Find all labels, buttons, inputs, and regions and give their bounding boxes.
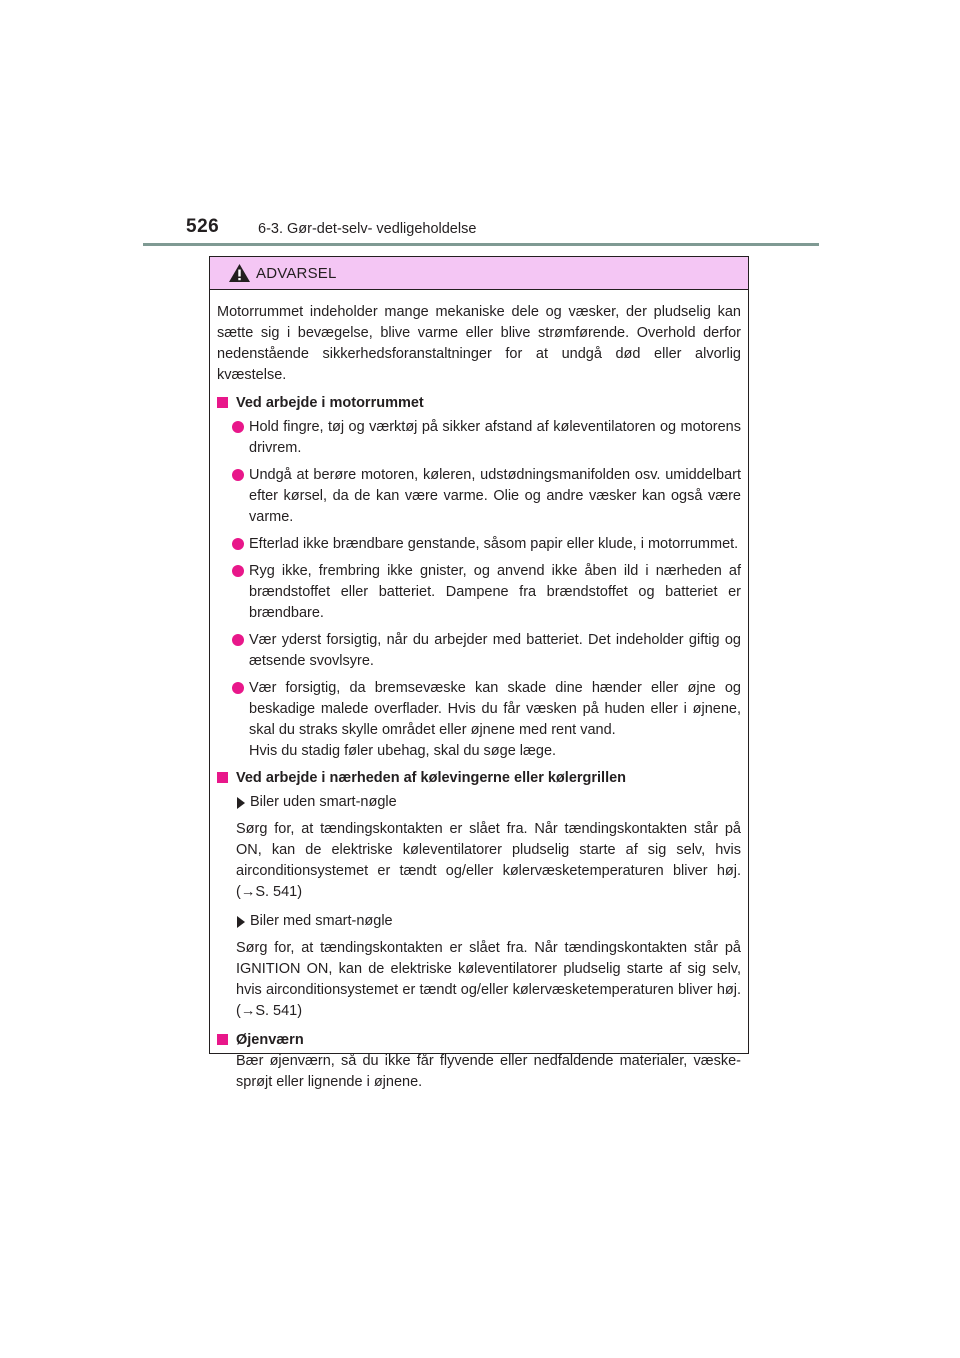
- list-item-text: Vær forsigtig, da bremsevæske kan skade dine hænder eller øjne og beskadige malede overflader. Hvis du får væsken på huden eller i øjnene, skal du straks skylle området eller øjnene med rent vand.: [249, 680, 741, 738]
- list-item-text: Undgå at berøre motoren, køleren, udstødningsmanifolden osv. umiddelbart efter kørsel, da de kan være varme. Olie og andre væsker kan også være varme.: [249, 467, 741, 525]
- sub-heading-text: Biler med smart-nøgle: [250, 913, 393, 929]
- section-heading-text: Øjenværn: [236, 1032, 304, 1048]
- section-heading-text: Ved arbejde i nærheden af kølevingerne eller kølergrillen: [236, 770, 627, 786]
- section-text: Bær øjenværn, så du ikke får flyvende eller nedfaldende materialer, væske-sprøjt eller lignende i øjnene.: [236, 1053, 741, 1090]
- warning-triangle-icon: [228, 263, 251, 283]
- pink-circle-icon: [232, 538, 244, 550]
- list-item: [217, 465, 741, 528]
- list-item-text: Hold fingre, tøj og værktøj på sikker afstand af køleventilatoren og motorens drivrem.: [249, 419, 741, 456]
- pink-circle-icon: [232, 634, 244, 646]
- list-item-text: Ryg ikke, frembring ikke gnister, og anvend ikke åben ild i nærheden af brændstoffet eller batteriet. Dampene fra brændstoffet og batteriet er brændbare.: [249, 563, 741, 621]
- header-rule: [143, 243, 819, 246]
- list-item: [217, 630, 741, 672]
- section-eye-protection: [217, 1030, 741, 1093]
- warning-intro: Motorrummet indeholder mange mekaniske dele og væsker, der pludselig kan sætte sig i bevægelse, blive varme eller blive strømførende. Overhold derfor nedenstående sikkerhedsforanstaltninger for at undgå død eller alvorlig kvæstelse.: [217, 304, 741, 383]
- section-heading: [217, 768, 741, 789]
- pink-circle-icon: [232, 469, 244, 481]
- list-item-text-line2: Hvis du stadig føler ubehag, skal du søge læge.: [249, 743, 557, 759]
- sub-text: Sørg for, at tændingskontakten er slået fra. Når tændingskontakten står på IGNITION ON, kan de elektriske køleventilatorer pludselig starte af sig selv, hvis airconditionsystemet er tændt og/eller kølervæsketemperaturen bliver høj. (→S. 541): [236, 940, 741, 1019]
- warning-box: [209, 256, 749, 1090]
- sub-heading-text: Biler uden smart-nøgle: [250, 794, 397, 810]
- warning-body: [210, 290, 748, 1093]
- sub-heading: [217, 911, 741, 932]
- pink-circle-icon: [232, 682, 244, 694]
- triangle-right-icon: [237, 916, 245, 928]
- pink-square-icon: [217, 397, 228, 408]
- pink-square-icon: [217, 1034, 228, 1045]
- list-item: [217, 534, 741, 555]
- section-radiator: [217, 768, 741, 1022]
- sub-heading: [217, 792, 741, 813]
- list-item: [217, 678, 741, 762]
- list-item-text: Vær yderst forsigtig, når du arbejder med batteriet. Det indeholder giftig og ætsende svovlsyre.: [249, 632, 741, 669]
- section-title: 6-3. Gør-det-selv- vedligeholdelse: [258, 221, 477, 237]
- pink-square-icon: [217, 772, 228, 783]
- warning-header: [210, 257, 748, 290]
- section-heading: [217, 393, 741, 414]
- section-heading: [217, 1030, 741, 1051]
- triangle-right-icon: [237, 797, 245, 809]
- pink-circle-icon: [232, 421, 244, 433]
- list-item-text: Efterlad ikke brændbare genstande, såsom papir eller klude, i motorrummet.: [249, 536, 739, 552]
- sub-text: Sørg for, at tændingskontakten er slået fra. Når tændingskontakten står på ON, kan de elektriske køleventilatorer pludselig starte af sig selv, hvis airconditionsystemet er tændt og/eller kølervæsketemperaturen bliver høj. (→S. 541): [236, 821, 741, 900]
- section-heading-text: Ved arbejde i motorrummet: [236, 395, 424, 411]
- warning-title: ADVARSEL: [256, 265, 337, 282]
- list-item: [217, 417, 741, 459]
- section-engine-bay: [217, 393, 741, 762]
- page-number: 526: [186, 216, 220, 237]
- pink-circle-icon: [232, 565, 244, 577]
- list-item: [217, 561, 741, 624]
